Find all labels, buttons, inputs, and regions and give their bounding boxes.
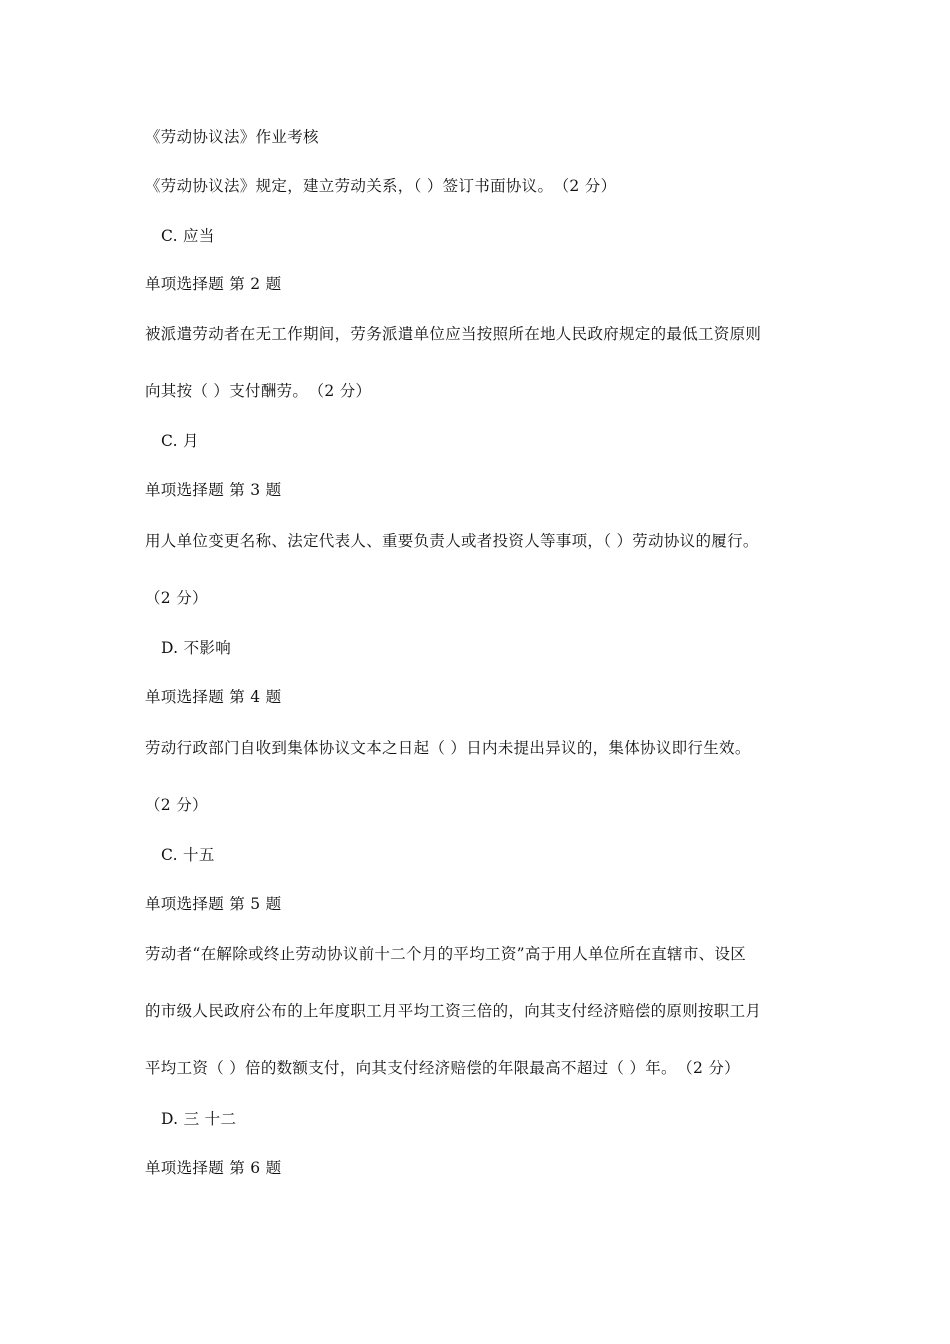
question-6-header: 单项选择题 第 6 题 (145, 1159, 282, 1177)
question-1-answer: C. 应当 (161, 227, 215, 245)
question-5-text-line-3: 平均工资（ ）倍的数额支付，向其支付经济赔偿的年限最高不超过（ ）年。 （2 分） (145, 1059, 740, 1077)
question-5-text-line-1: 劳动者“在解除或终止劳动协议前十二个月的平均工资”高于用人单位所在直辖市、设区 (145, 945, 747, 963)
question-5-answer: D. 三 十二 (161, 1110, 237, 1128)
question-5-text-line-2: 的市级人民政府公布的上年度职工月平均工资三倍的，向其支付经济赔偿的原则按职工月 (145, 1002, 762, 1020)
question-1-text-line-1: 《劳动协议法》规定，建立劳动关系，（ ）签订书面协议。 （2 分） (145, 177, 617, 195)
question-5-header: 单项选择题 第 5 题 (145, 895, 282, 913)
question-4-answer: C. 十五 (161, 846, 215, 864)
question-3-text-line-2: （2 分） (145, 589, 208, 607)
question-2-answer: C. 月 (161, 432, 199, 450)
document-title: 《劳动协议法》作业考核 (145, 128, 319, 146)
question-2-text-line-2: 向其按（ ）支付酬劳。 （2 分） (145, 382, 372, 400)
question-3-text-line-1: 用人单位变更名称、法定代表人、重要负责人或者投资人等事项，（ ）劳动协议的履行。 (145, 532, 759, 550)
question-2-text-line-1: 被派遣劳动者在无工作期间，劳务派遣单位应当按照所在地人民政府规定的最低工资原则 (145, 325, 762, 343)
question-4-text-line-2: （2 分） (145, 796, 208, 814)
question-2-header: 单项选择题 第 2 题 (145, 275, 282, 293)
question-3-answer: D. 不影响 (161, 639, 232, 657)
question-4-header: 单项选择题 第 4 题 (145, 688, 282, 706)
question-4-text-line-1: 劳动行政部门自收到集体协议文本之日起（ ）日内未提出异议的，集体协议即行生效。 (145, 739, 751, 757)
question-3-header: 单项选择题 第 3 题 (145, 481, 282, 499)
